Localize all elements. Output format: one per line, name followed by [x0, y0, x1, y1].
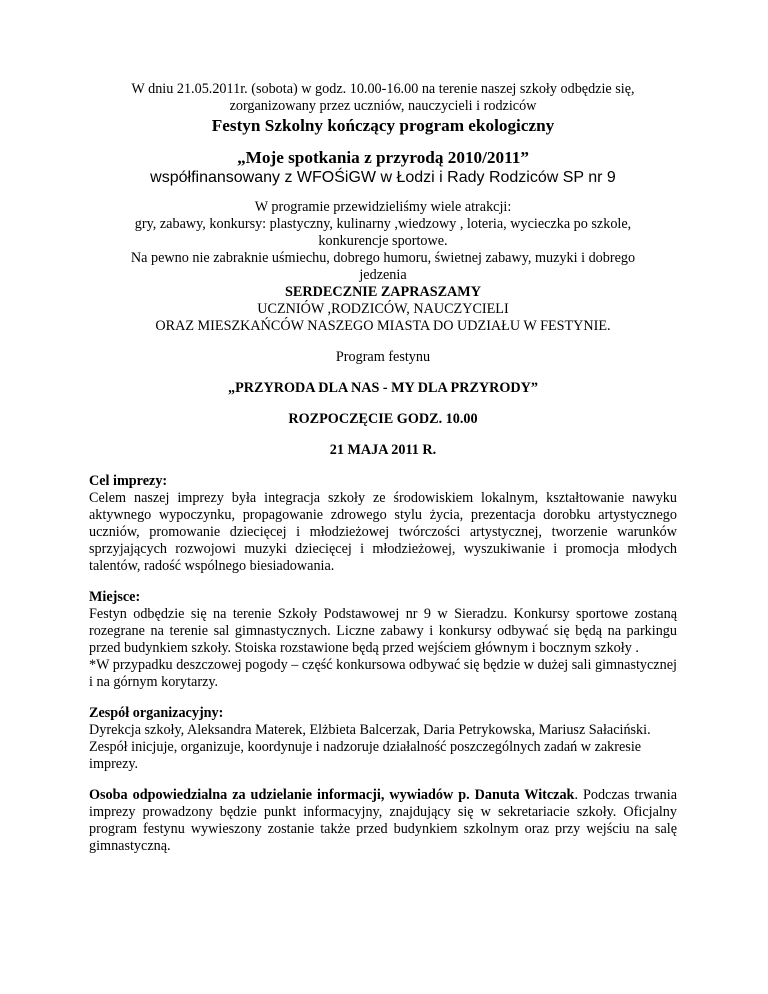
program-name: „Moje spotkania z przyrodą 2010/2011” [237, 148, 529, 167]
place-heading: Miejsce: [89, 589, 141, 605]
contact-text: . Podczas trwania imprezy prowadzony będzie punkt informacyjny, znajdujący się w sekretariacie szkoły. Oficjalny program festynu wywieszony zostanie także przed budynkiem szkolnym oraz przy wejściu na salę gimnastyczną. [89, 787, 677, 854]
goal-heading: Cel imprezy: [89, 473, 168, 489]
invitees-line-2: ORAZ MIESZKAŃCÓW NASZEGO MIASTA DO UDZIAŁU W FESTYNIE. [155, 318, 611, 334]
intro-line-2: zorganizowany przez uczniów, nauczycieli i rodziców [229, 98, 537, 114]
attractions-list-cont: konkurencje sportowe. [318, 233, 448, 249]
team-heading: Zespół organizacyjny: [89, 705, 224, 721]
cofinance-line: współfinansowany z WFOŚiGW w Łodzi i Rady Rodziców SP nr 9 [150, 169, 616, 186]
festival-title: Festyn Szkolny kończący program ekologiczny [211, 116, 555, 135]
intro-line-1: W dniu 21.05.2011r. (sobota) w godz. 10.00-16.00 na terenie naszej szkoły odbędzie się, [131, 81, 635, 97]
program-label: Program festynu [335, 349, 431, 365]
program-motto: „PRZYRODA DLA NAS - MY DLA PRZYRODY” [227, 380, 539, 396]
contact-heading: Osoba odpowiedzialna za udzielanie informacji, wywiadów p. Danuta Witczak [89, 787, 575, 803]
program-date: 21 MAJA 2011 R. [329, 442, 437, 458]
invite-heading: SERDECZNIE ZAPRASZAMY [285, 284, 481, 300]
team-text: Dyrekcja szkoły, Aleksandra Materek, Elżbieta Balcerzak, Daria Petrykowska, Mariusz Sałaciński. Zespół inicjuje, organizuje, koordynuje i nadzoruje działalność poszczególnych zadań w zakresie imprezy. [89, 722, 651, 772]
attractions-list: gry, zabawy, konkursy: plastyczny, kulinarny ,wiedzowy , loteria, wycieczka po szkole, [134, 216, 632, 232]
invitees-line-1: UCZNIÓW ,RODZICÓW, NAUCZYCIELI [257, 301, 509, 317]
contact-paragraph [89, 787, 677, 855]
attractions-fun: Na pewno nie zabraknie uśmiechu, dobrego humoru, świetnej zabawy, muzyki i dobrego [130, 250, 636, 266]
place-weather-note: *W przypadku deszczowej pogody – część konkursowa odbywać się będzie w dużej sali gimnastycznej i na górnym korytarzy. [89, 657, 677, 690]
goal-text: Celem naszej imprezy była integracja szkoły ze środowiskiem lokalnym, kształtowanie nawyku aktywnego wypoczynku, propagowanie zdrowego stylu życia, prezentacja dorobku artystycznego uczniów, promowanie dziecięcej i młodzieżowej twórczości artystycznej, tworzenie warunków sprzyjających rozwojowi muzyki dziecięcej i młodzieżowej, wyszukiwanie i promocja młodych talentów, radość wspólnego biesiadowania. [89, 490, 677, 574]
document-page [89, 81, 677, 855]
place-text: Festyn odbędzie się na terenie Szkoły Podstawowej nr 9 w Sieradzu. Konkursy sportowe zostaną rozegrane na terenie sal gimnastycznych. Liczne zabawy i konkursy odbywać się będą na parkingu przed budynkiem szkoły. Stoiska rozstawione będą przed wejściem głównym i bocznym szkoły . [89, 606, 677, 656]
attractions-fun-cont: jedzenia [359, 267, 407, 283]
attractions-intro: W programie przewidzieliśmy wiele atrakcji: [254, 199, 512, 215]
program-start: ROZPOCZĘCIE GODZ. 10.00 [288, 411, 478, 427]
